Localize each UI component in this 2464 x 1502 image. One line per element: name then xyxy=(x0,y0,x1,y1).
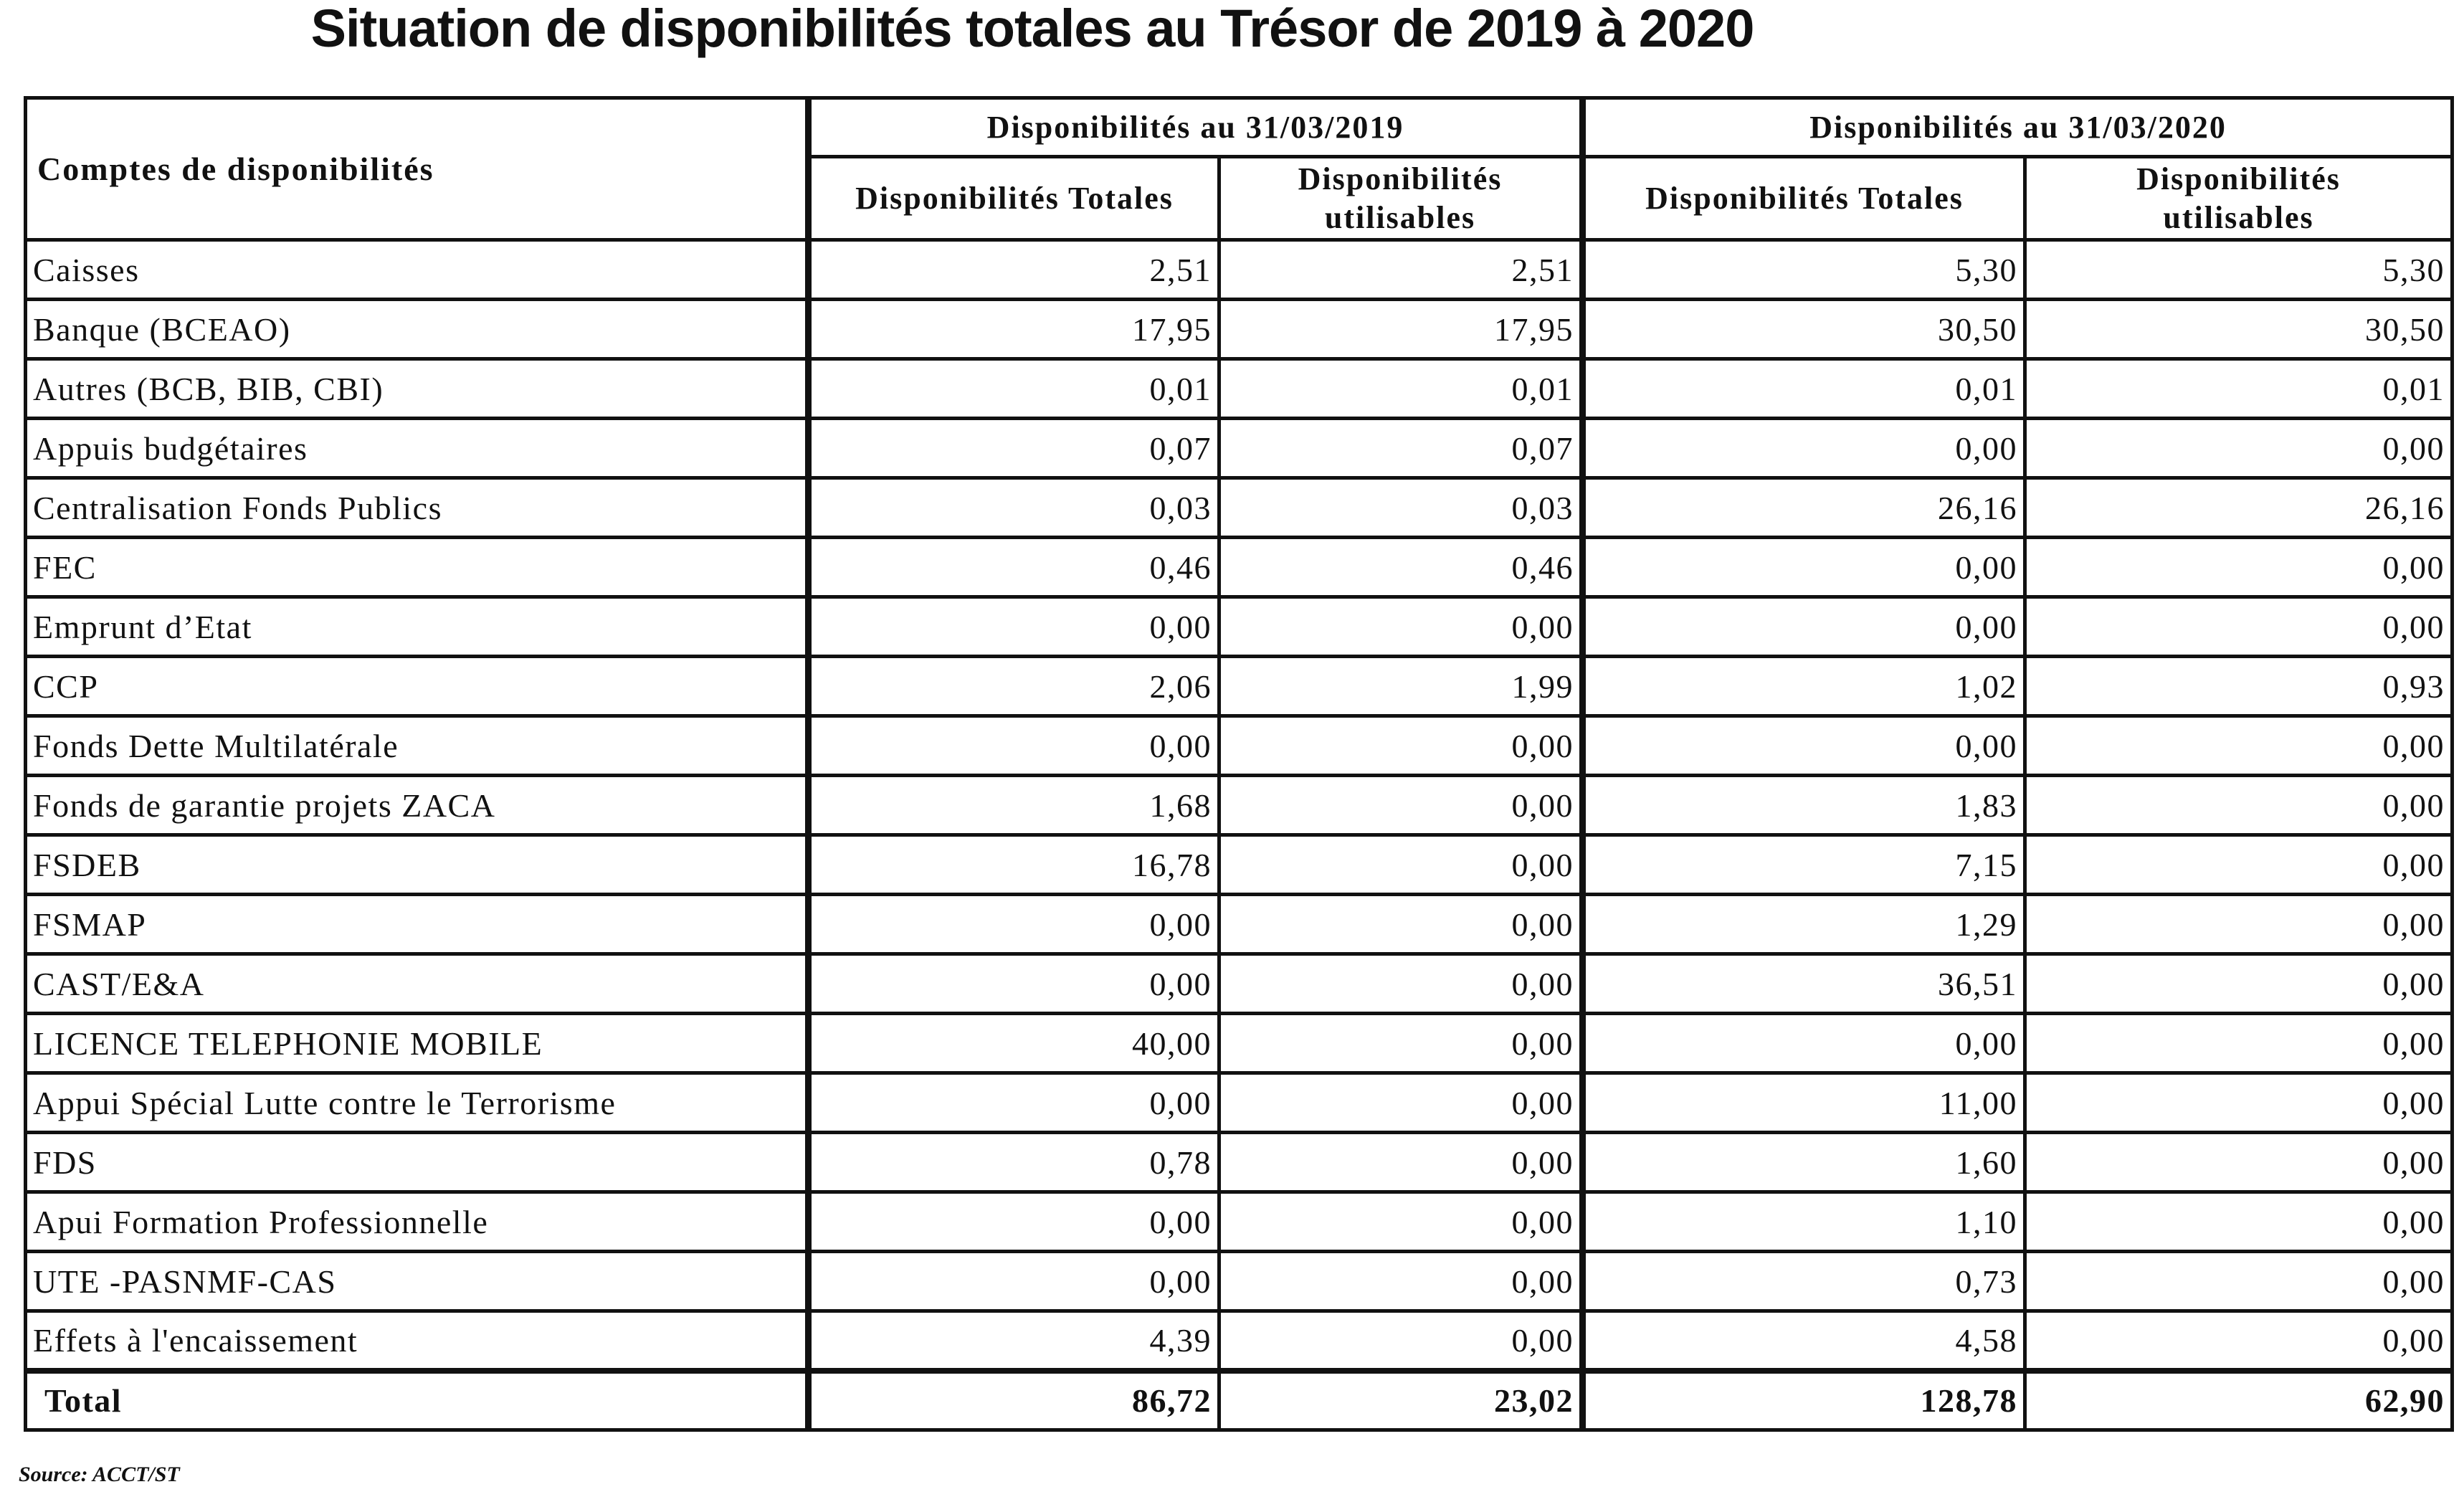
total-total-2019: 86,72 xyxy=(809,1371,1219,1430)
cell-usable-2020: 0,00 xyxy=(2025,895,2453,954)
cell-usable-2020: 0,00 xyxy=(2025,1073,2453,1133)
table-row xyxy=(26,776,2453,835)
accounts-header: Comptes de disponibilités xyxy=(26,98,809,240)
cell-usable-2020: 0,00 xyxy=(2025,776,2453,835)
cell-total-2019: 40,00 xyxy=(809,1014,1219,1073)
cell-usable-2019: 0,01 xyxy=(1219,359,1583,419)
account-label: UTE -PASNMF-CAS xyxy=(26,1252,809,1311)
cell-usable-2020: 5,30 xyxy=(2025,240,2453,300)
cell-usable-2019: 0,00 xyxy=(1219,835,1583,895)
cell-total-2019: 2,06 xyxy=(809,657,1219,716)
account-label: LICENCE TELEPHONIE MOBILE xyxy=(26,1014,809,1073)
cell-total-2020: 0,00 xyxy=(1583,419,2025,478)
cell-usable-2019: 0,00 xyxy=(1219,895,1583,954)
cell-total-2019: 4,39 xyxy=(809,1311,1219,1371)
table-row xyxy=(26,954,2453,1014)
account-label: Caisses xyxy=(26,240,809,300)
cell-usable-2019: 0,00 xyxy=(1219,1133,1583,1192)
total-usable-2020: 62,90 xyxy=(2025,1371,2453,1430)
cell-usable-2020: 26,16 xyxy=(2025,478,2453,538)
total-row xyxy=(26,1371,2453,1430)
cell-total-2020: 5,30 xyxy=(1583,240,2025,300)
cell-usable-2019: 0,00 xyxy=(1219,954,1583,1014)
cell-total-2020: 36,51 xyxy=(1583,954,2025,1014)
table-row xyxy=(26,478,2453,538)
cell-usable-2019: 2,51 xyxy=(1219,240,1583,300)
cell-total-2020: 1,83 xyxy=(1583,776,2025,835)
cell-usable-2019: 0,00 xyxy=(1219,597,1583,657)
cell-total-2019: 0,07 xyxy=(809,419,1219,478)
cell-total-2019: 2,51 xyxy=(809,240,1219,300)
cell-total-2020: 0,73 xyxy=(1583,1252,2025,1311)
table-row xyxy=(26,895,2453,954)
cell-total-2019: 0,00 xyxy=(809,954,1219,1014)
account-label: Autres (BCB, BIB, CBI) xyxy=(26,359,809,419)
account-label: Apui Formation Professionnelle xyxy=(26,1192,809,1252)
cell-usable-2019: 0,07 xyxy=(1219,419,1583,478)
period-header-2020: Disponibilités au 31/03/2020 xyxy=(1583,98,2453,157)
cell-total-2019: 17,95 xyxy=(809,300,1219,359)
account-label: Emprunt d’Etat xyxy=(26,597,809,657)
account-label: Banque (BCEAO) xyxy=(26,300,809,359)
table-row xyxy=(26,597,2453,657)
cell-total-2019: 0,03 xyxy=(809,478,1219,538)
cell-total-2019: 0,00 xyxy=(809,1073,1219,1133)
cell-usable-2019: 0,00 xyxy=(1219,1014,1583,1073)
table-row xyxy=(26,1073,2453,1133)
cell-total-2020: 1,29 xyxy=(1583,895,2025,954)
cell-usable-2019: 0,00 xyxy=(1219,716,1583,776)
cell-total-2020: 0,00 xyxy=(1583,1014,2025,1073)
cell-usable-2019: 0,00 xyxy=(1219,1192,1583,1252)
subheader-2020-total: Disponibilités Totales xyxy=(1583,157,2025,240)
cell-total-2020: 30,50 xyxy=(1583,300,2025,359)
cell-usable-2020: 0,00 xyxy=(2025,835,2453,895)
table-row xyxy=(26,359,2453,419)
cell-total-2020: 11,00 xyxy=(1583,1073,2025,1133)
period-header-2019: Disponibilités au 31/03/2019 xyxy=(809,98,1583,157)
account-label: Fonds Dette Multilatérale xyxy=(26,716,809,776)
table-row xyxy=(26,538,2453,597)
table-row xyxy=(26,1014,2453,1073)
cell-total-2020: 26,16 xyxy=(1583,478,2025,538)
table-body xyxy=(26,240,2453,1430)
cell-usable-2019: 0,00 xyxy=(1219,1311,1583,1371)
account-label: CAST/E&A xyxy=(26,954,809,1014)
cell-total-2020: 0,00 xyxy=(1583,716,2025,776)
total-total-2020: 128,78 xyxy=(1583,1371,2025,1430)
cell-total-2020: 1,60 xyxy=(1583,1133,2025,1192)
account-label: Fonds de garantie projets ZACA xyxy=(26,776,809,835)
cell-total-2019: 0,00 xyxy=(809,716,1219,776)
account-label: FSDEB xyxy=(26,835,809,895)
table-row xyxy=(26,1133,2453,1192)
account-label: Centralisation Fonds Publics xyxy=(26,478,809,538)
cell-usable-2019: 0,00 xyxy=(1219,776,1583,835)
cell-total-2020: 4,58 xyxy=(1583,1311,2025,1371)
cell-total-2019: 0,00 xyxy=(809,1252,1219,1311)
table-row xyxy=(26,1192,2453,1252)
table-row xyxy=(26,240,2453,300)
cell-usable-2020: 0,00 xyxy=(2025,597,2453,657)
cell-total-2020: 1,02 xyxy=(1583,657,2025,716)
account-label: Appuis budgétaires xyxy=(26,419,809,478)
cell-usable-2019: 1,99 xyxy=(1219,657,1583,716)
cell-usable-2019: 0,46 xyxy=(1219,538,1583,597)
account-label: FDS xyxy=(26,1133,809,1192)
cell-total-2019: 0,01 xyxy=(809,359,1219,419)
total-label: Total xyxy=(26,1371,809,1430)
cell-usable-2020: 0,00 xyxy=(2025,419,2453,478)
account-label: CCP xyxy=(26,657,809,716)
cell-usable-2020: 0,00 xyxy=(2025,1192,2453,1252)
account-label: Effets à l'encaissement xyxy=(26,1311,809,1371)
cell-usable-2020: 0,00 xyxy=(2025,538,2453,597)
cell-total-2019: 16,78 xyxy=(809,835,1219,895)
cell-total-2019: 0,46 xyxy=(809,538,1219,597)
cell-usable-2020: 0,93 xyxy=(2025,657,2453,716)
cell-usable-2019: 0,00 xyxy=(1219,1073,1583,1133)
cell-usable-2019: 0,03 xyxy=(1219,478,1583,538)
cell-usable-2020: 0,00 xyxy=(2025,954,2453,1014)
table-row xyxy=(26,716,2453,776)
table-row xyxy=(26,835,2453,895)
cell-total-2020: 0,00 xyxy=(1583,597,2025,657)
cell-usable-2020: 0,00 xyxy=(2025,1014,2453,1073)
table-row xyxy=(26,1252,2453,1311)
cell-usable-2020: 0,00 xyxy=(2025,716,2453,776)
cell-total-2020: 0,01 xyxy=(1583,359,2025,419)
page-title: Situation de disponibilités totales au Trésor de 2019 à 2020 xyxy=(310,0,1754,58)
table-row xyxy=(26,300,2453,359)
cell-total-2020: 0,00 xyxy=(1583,538,2025,597)
table-row xyxy=(26,657,2453,716)
account-label: FSMAP xyxy=(26,895,809,954)
cell-total-2019: 0,00 xyxy=(809,895,1219,954)
subheader-2019-usable: Disponibilités utilisables xyxy=(1219,157,1583,240)
total-usable-2019: 23,02 xyxy=(1219,1371,1583,1430)
cell-usable-2020: 0,00 xyxy=(2025,1133,2453,1192)
account-label: FEC xyxy=(26,538,809,597)
cell-usable-2020: 30,50 xyxy=(2025,300,2453,359)
account-label: Appui Spécial Lutte contre le Terrorisme xyxy=(26,1073,809,1133)
cell-total-2020: 1,10 xyxy=(1583,1192,2025,1252)
cell-usable-2019: 0,00 xyxy=(1219,1252,1583,1311)
cell-usable-2020: 0,00 xyxy=(2025,1311,2453,1371)
subheader-2019-total: Disponibilités Totales xyxy=(809,157,1219,240)
table-row xyxy=(26,419,2453,478)
cell-total-2020: 7,15 xyxy=(1583,835,2025,895)
cell-total-2019: 0,78 xyxy=(809,1133,1219,1192)
cell-total-2019: 0,00 xyxy=(809,597,1219,657)
table-row xyxy=(26,1311,2453,1371)
cell-total-2019: 1,68 xyxy=(809,776,1219,835)
cell-usable-2020: 0,01 xyxy=(2025,359,2453,419)
subheader-2020-usable: Disponibilités utilisables xyxy=(2025,157,2453,240)
availability-table xyxy=(24,96,2454,1432)
cell-usable-2019: 17,95 xyxy=(1219,300,1583,359)
cell-usable-2020: 0,00 xyxy=(2025,1252,2453,1311)
source-note: Source: ACCT/ST xyxy=(19,1463,180,1486)
cell-total-2019: 0,00 xyxy=(809,1192,1219,1252)
